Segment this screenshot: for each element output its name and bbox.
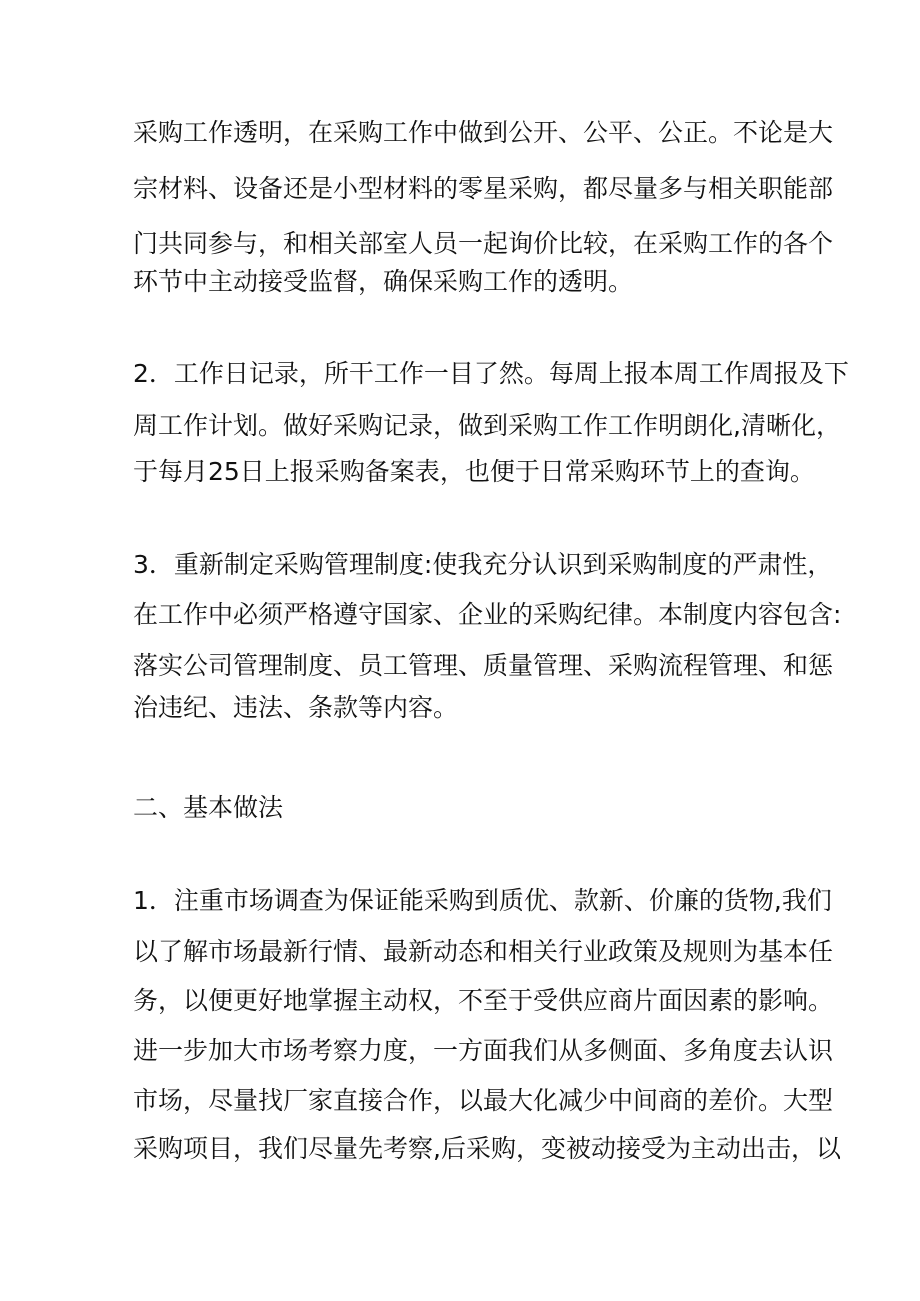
paragraph-2-line-2: 周工作计划。做好采购记录，做到采购工作工作明朗化,清晰化， [133,411,841,440]
paragraph-1-line-3: 门共同参与，和相关部室人员一起询价比较，在采购工作的各个 [133,229,834,258]
paragraph-3-line-3: 落实公司管理制度、员工管理、质量管理、采购流程管理、和惩 [133,651,834,680]
paragraph-4-line-1: 1．注重市场调查为保证能采购到质优、款新、价廉的货物,我们 [133,886,832,915]
paragraph-1-line-2: 宗材料、设备还是小型材料的零星采购，都尽量多与相关职能部 [133,174,834,203]
paragraph-2-line-3: 于每月25日上报采购备案表，也便于日常采购环节上的查询。 [133,457,815,486]
paragraph-4-line-6: 采购项目，我们尽量先考察,后采购，变被动接受为主动出击，以 [133,1134,841,1163]
paragraph-1-line-1: 采购工作透明，在采购工作中做到公开、公平、公正。不论是大 [133,118,834,147]
paragraph-1-line-4: 环节中主动接受监督，确保采购工作的透明。 [133,267,634,296]
paragraph-3-line-4: 治违纪、违法、条款等内容。 [133,693,459,722]
paragraph-4-line-5: 市场，尽量找厂家直接合作，以最大化减少中间商的差价。大型 [133,1086,834,1115]
paragraph-3-line-2: 在工作中必须严格遵守国家、企业的采购纪律。本制度内容包含: [133,600,842,629]
paragraph-4-line-3: 务，以便更好地掌握主动权，不至于受供应商片面因素的影响。 [133,986,834,1015]
section-heading: 二、基本做法 [133,793,284,822]
paragraph-2-line-1: 2．工作日记录，所干工作一目了然。每周上报本周工作周报及下 [133,359,849,388]
paragraph-4-line-2: 以了解市场最新行情、最新动态和相关行业政策及规则为基本任 [133,937,834,966]
paragraph-3-line-1: 3．重新制定采购管理制度:使我充分认识到采购制度的严肃性， [133,550,833,579]
paragraph-4-line-4: 进一步加大市场考察力度，一方面我们从多侧面、多角度去认识 [133,1036,834,1065]
